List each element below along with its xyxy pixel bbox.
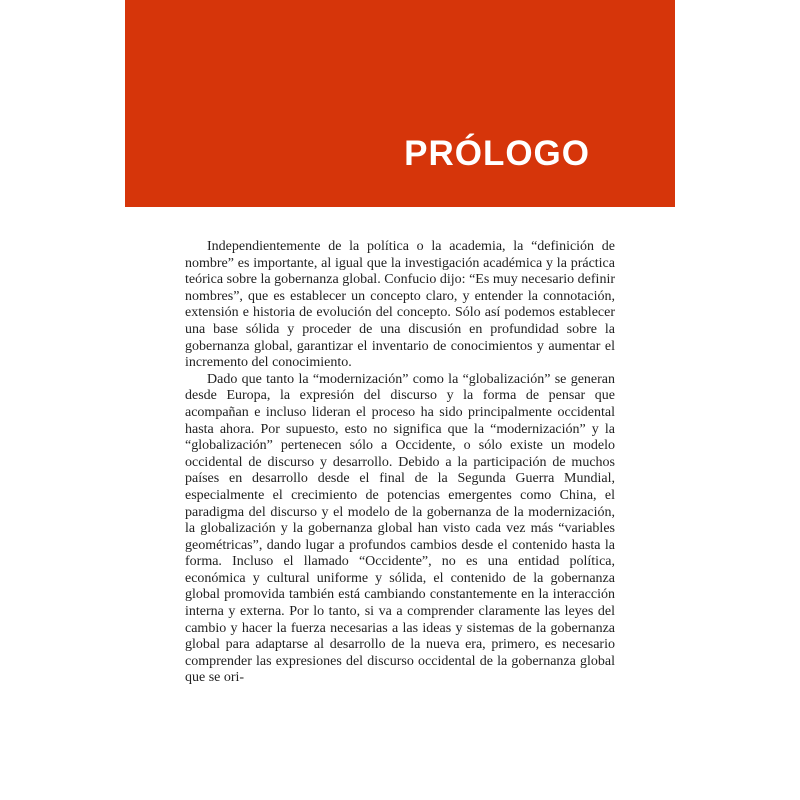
body-text [185,239,615,687]
chapter-title: PRÓLOGO [404,134,590,173]
book-page [125,0,675,800]
paragraph-2: Dado que tanto la “modernización” como la “globalización” se generan desde Europa, la expresión del discurso y la forma de pensar que acompañan e incluso lideran el proceso ha sido principalmente occidental hasta ahora. Por supuesto, esto no significa que la “modernización” y la “globalización” pertenecen sólo a Occidente, o sólo existe un modelo occidental de discurso y desarrollo. Debido a la participación de muchos países en desarrollo desde el final de la Segunda Guerra Mundial, especialmente el crecimiento de potencias emergentes como China, el paradigma del discurso y el modelo de la gobernanza de la modernización, la globalización y la gobernanza global han visto cada vez más “variables geométricas”, dando lugar a profundos cambios desde el contenido hasta la forma. Incluso el llamado “Occidente”, no es una entidad política, económica y cultural uniforme y sólida, el contenido de la gobernanza global promovida también está cambiando constantemente en la interacción interna y externa. Por lo tanto, si va a comprender claramente las leyes del cambio y hacer la fuerza necesarias a las ideas y sistemas de la gobernanza global para adaptarse al desarrollo de la nueva era, primero, es necesario comprender las expresiones del discurso occidental de la gobernanza global que se ori- [185,371,615,686]
paragraph-1: Independientemente de la política o la academia, la “definición de nombre” es importante, al igual que la investigación académica y la práctica teórica sobre la gobernanza global. Confucio dijo: “Es muy necesario definir nombres”, que es establecer un concepto claro, y entender la connotación, extensión e historia de evolución del concepto. Sólo así podemos establecer una base sólida y proceder de una discusión en profundidad sobre la gobernanza global, garantizar el inventario de conocimientos y aumentar el incremento del conocimiento. [185,239,615,371]
chapter-header-banner [125,0,675,207]
